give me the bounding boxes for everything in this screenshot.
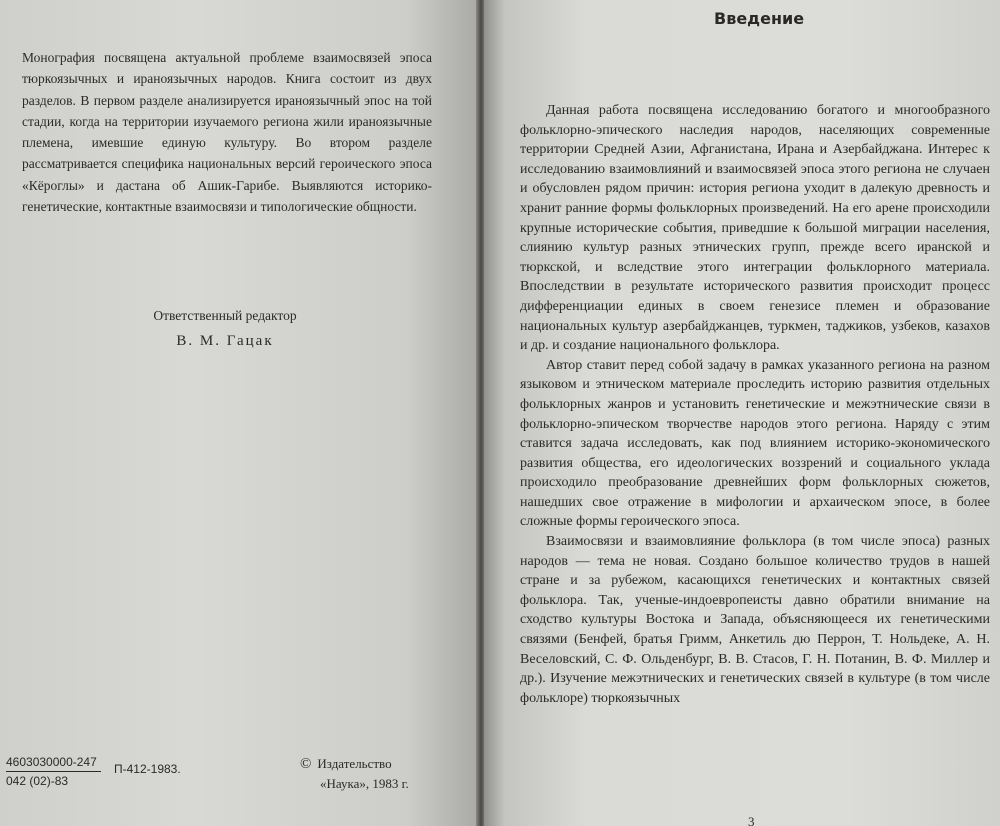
publisher-line-1: Издательство [317,756,392,771]
publication-code [6,753,101,790]
pub-code-bottom: 042 (02)-83 [6,774,69,788]
publisher-line-2: «Наука», 1983 г. [320,776,409,791]
chapter-body [520,101,990,708]
publisher-imprint [300,754,409,793]
paragraph-3: Взаимосвязи и взаимовлияние фольклора (в том числе эпоса) разных народов — тема не новая. Создано большое количество трудов в нашей стране и за рубежом, касающихся генетических и контактных связей фольклора. Так, ученые-индоевропеисты давно обратили внимание на сходство культуры Востока и Запада, объясняющееся их генетическими связями (Бенфей, братья Гримм, Анкетиль дю Перрон, Т. Нольдеке, А. Н. Веселовский, С. Ф. Ольденбург, В. В. Стасов, Г. Н. Потанин, В. Ф. Миллер и др.). Изучение межэтнических и генетических связей в культуре (в том числе фольклоре) тюркоязычных [520,534,990,706]
annotation-text: Монография посвящена актуальной проблеме взаимосвязей эпоса тюркоязычных и ираноязычных народов. Книга состоит из двух разделов. В первом разделе анализируется ираноязычный эпос на той стадии, когда на территории изучаемого региона жили ираноязычные племена, имевшие единую культуру. Во втором разделе рассматривается специфика национальных версий героического эпоса «Кёроглы» и дастана об Ашик-Гарибе. Выявляются историко-генетические, контактные взаимосвязи и типологические общности. [22,50,432,215]
editor-name: В. М. Гацак [176,333,274,349]
left-page [0,0,478,826]
pub-code-top: 4603030000-247 [6,753,101,772]
page-number: 3 [748,814,755,826]
right-page [484,0,1000,826]
book-annotation [22,47,432,217]
pub-order: П-412-1983. [114,762,181,776]
paragraph-2: Автор ставит перед собой задачу в рамках указанного региона на разном языковом и этническом материале проследить историю развития отдельных фольклорных жанров и установить генетические и межэтнические связи в фольклорно-эпическом творчестве народов этого региона. Наряду с этим ставится задача исследовать, как под влиянием историко-экономического развития общества, его идеологических воззрений и социального уклада происходило преобразование древнейших форм фольклорных сюжетов, нашедших свое отражение в мифологии и архаическом эпосе, в более сложные формы героического эпоса. [520,357,990,530]
chapter-heading: Введение [714,9,805,28]
copyright-icon: © [300,756,312,772]
paragraph-1: Данная работа посвящена исследованию богатого и многообразного фольклорно-эпического наследия народов, населяющих современные территории Средней Азии, Афганистана, Ирана и Азербайджана. Интерес к исследованию взаимовлияний и взаимосвязей эпоса этого региона не случаен и обусловлен рядом причин: история региона уходит в далекую древность и хранит ранние формы фольклорных произведений. На его арене происходили крупные исторические события, приведшие к большой миграции населения, слиянию культур разных этнических групп, прежде всего иранской и тюркской, и вследствие этого интеграции фольклорного материала. Впоследствии в результате исторического развития происходит процесс дифференциации единых в своем генезисе племен и образование национальных культур азербайджанцев, туркмен, таджиков, узбеков, казахов и др. и создание национального фольклора. [520,103,990,354]
editor-label: Ответственный редактор [153,308,297,323]
